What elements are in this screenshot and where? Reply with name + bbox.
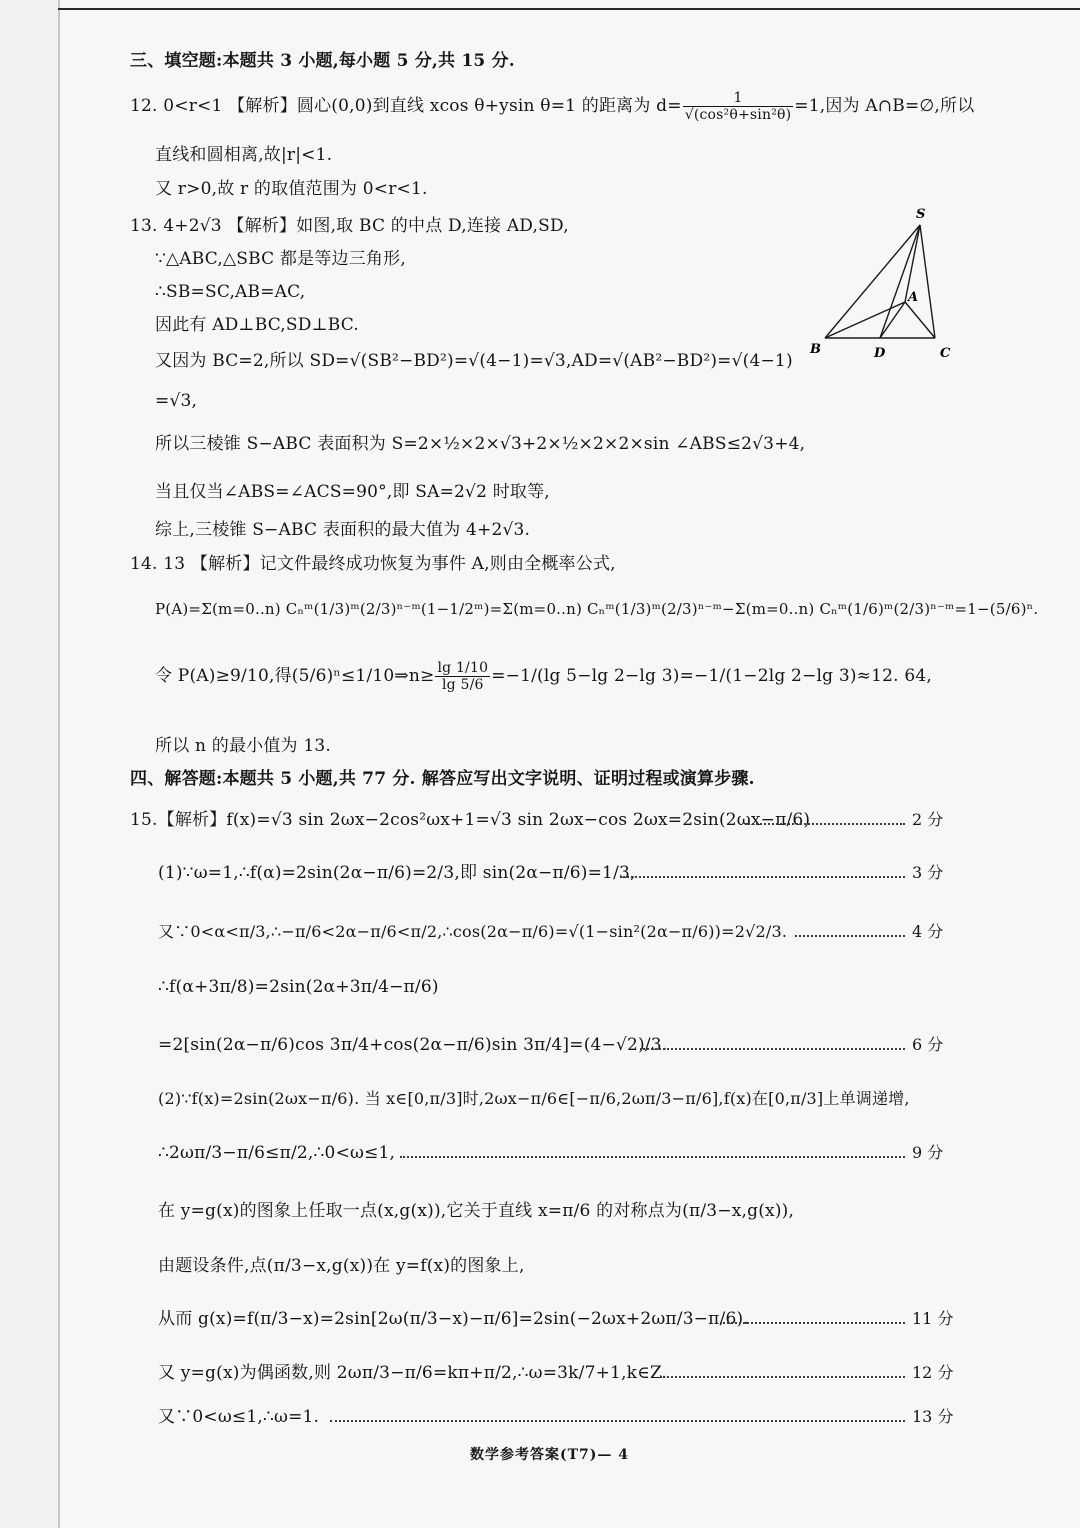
q13-line-9: 综上,三棱锥 S−ABC 表面积的最大值为 4+2√3. bbox=[155, 520, 531, 540]
q13-line-2: ∵△ABC,△SBC 都是等边三角形, bbox=[155, 249, 406, 269]
q15-line-8: 在 y=g(x)的图象上任取一点(x,g(x)),它关于直线 x=π/6 的对称点为(π/3−x,g(x)), bbox=[158, 1201, 795, 1221]
section-4-heading: 四、解答题:本题共 5 小题,共 77 分. 解答应写出文字说明、证明过程或演算步骤. bbox=[130, 769, 755, 789]
q13-line-1: 13. 4+2√3 【解析】如图,取 BC 的中点 D,连接 AD,SD, bbox=[130, 216, 569, 236]
q15-leader-dots-5 bbox=[640, 1048, 905, 1050]
q15-score-2: 3 分 bbox=[912, 863, 944, 882]
q15-score-5: 6 分 bbox=[912, 1035, 944, 1054]
q14-line-3-tail: =−1/(lg 5−lg 2−lg 3)=−1/(1−2lg 2−lg 3)≈12. 64, bbox=[491, 666, 933, 686]
q12-frac-denominator: √(cos²θ+sin²θ) bbox=[684, 107, 792, 123]
q15-score-3: 4 分 bbox=[912, 922, 944, 941]
q15-line-3: 又∵0<α<π/3,∴−π/6<2α−π/6<π/2,∴cos(2α−π/6)=√(1−sin²(2α−π/6))=2√2/3. bbox=[158, 922, 788, 941]
q15-leader-dots-2 bbox=[620, 876, 905, 878]
q15-line-2: (1)∵ω=1,∴f(α)=2sin(2α−π/6)=2/3,即 sin(2α−π/6)=1/3, bbox=[158, 863, 636, 883]
q15-line-5: =2[sin(2α−π/6)cos 3π/4+cos(2α−π/6)sin 3π/4]=(4−√2)/3. bbox=[158, 1035, 668, 1055]
q13-line-5: 又因为 BC=2,所以 SD=√(SB²−BD²)=√(4−1)=√3,AD=√(AB²−BD²)=√(4−1) bbox=[155, 351, 793, 371]
q15-score-10: 11 分 bbox=[912, 1309, 954, 1328]
q15-line-7: ∴2ωπ/3−π/6≤π/2,∴0<ω≤1, bbox=[158, 1143, 396, 1163]
q15-leader-dots-7 bbox=[400, 1156, 905, 1158]
q15-leader-dots-3 bbox=[795, 935, 905, 937]
q14-log-fraction bbox=[435, 660, 490, 693]
q15-line-12: 又∵0<ω≤1,∴ω=1. bbox=[158, 1407, 320, 1427]
q14-line-2: P(A)=Σ(m=0..n) Cₙᵐ(1/3)ᵐ(2/3)ⁿ⁻ᵐ(1−1/2ᵐ)=Σ(m=0..n) Cₙᵐ(1/3)ᵐ(2/3)ⁿ⁻ᵐ−Σ(m=0..n) Cₙᵐ(1/6)ᵐ(2/3)ⁿ⁻ᵐ=1−(5/6)ⁿ. bbox=[155, 600, 1039, 618]
q15-leader-dots-10 bbox=[720, 1322, 905, 1324]
label-D: D bbox=[874, 346, 886, 361]
q15-leader-dots-12 bbox=[330, 1420, 905, 1422]
q15-line-4: ∴f(α+3π/8)=2sin(2α+3π/4−π/6) bbox=[158, 977, 439, 997]
q13-line-3: ∴SB=SC,AB=AC, bbox=[155, 282, 306, 302]
q15-score-11: 12 分 bbox=[912, 1363, 954, 1382]
label-A: A bbox=[908, 290, 919, 305]
q15-score-1: 2 分 bbox=[912, 810, 944, 829]
label-C: C bbox=[940, 346, 951, 361]
edge-SB bbox=[825, 225, 920, 338]
page-top-rule bbox=[58, 8, 1080, 10]
label-S: S bbox=[916, 207, 926, 222]
q15-line-10: 从而 g(x)=f(π/3−x)=2sin[2ω(π/3−x)−π/6]=2sin(−2ωx+2ωπ/3−π/6). bbox=[158, 1309, 749, 1329]
q14-line-1: 14. 13 【解析】记文件最终成功恢复为事件 A,则由全概率公式, bbox=[130, 554, 616, 574]
q15-line-11: 又 y=g(x)为偶函数,则 2ωπ/3−π/6=kπ+π/2,∴ω=3k/7+1,k∈Z. bbox=[158, 1363, 668, 1383]
q14-frac-denominator: lg 5/6 bbox=[442, 677, 484, 693]
q12-line-2: 直线和圆相离,故|r|<1. bbox=[155, 145, 333, 165]
q12-line-1-text: 12. 0<r<1 【解析】圆心(0,0)到直线 xcos θ+ysin θ=1 的距离为 d= bbox=[130, 96, 682, 116]
q13-line-7: 所以三棱锥 S−ABC 表面积为 S=2×½×2×√3+2×½×2×2×sin ∠ABS≤2√3+4, bbox=[155, 434, 806, 454]
q14-frac-numerator: lg 1/10 bbox=[437, 660, 489, 676]
section-3-heading: 三、填空题:本题共 3 小题,每小题 5 分,共 15 分. bbox=[130, 51, 515, 71]
label-B: B bbox=[810, 342, 821, 357]
q14-line-3-text: 令 P(A)≥9/10,得(5/6)ⁿ≤1/10⇒n≥ bbox=[155, 666, 435, 686]
q15-leader-dots-11 bbox=[660, 1376, 905, 1378]
q15-line-6: (2)∵f(x)=2sin(2ωx−π/6). 当 x∈[0,π/3]时,2ωx−π/6∈[−π/6,2ωπ/3−π/6],f(x)在[0,π/3]上单调递增, bbox=[158, 1089, 910, 1108]
q12-frac-numerator: 1 bbox=[683, 90, 794, 107]
q14-line-3 bbox=[155, 660, 932, 693]
q12-line-1-tail: =1,因为 A∩B=∅,所以 bbox=[794, 96, 975, 116]
q15-score-12: 13 分 bbox=[912, 1407, 954, 1426]
q13-line-8: 当且仅当∠ABS=∠ACS=90°,即 SA=2√2 时取等, bbox=[155, 482, 550, 502]
q13-line-6: =√3, bbox=[155, 391, 198, 411]
segment-SD bbox=[880, 225, 920, 338]
q12-line-3: 又 r>0,故 r 的取值范围为 0<r<1. bbox=[155, 179, 428, 199]
page-footer: 数学参考答案(T7)— 4 bbox=[470, 1447, 630, 1463]
q14-line-4: 所以 n 的最小值为 13. bbox=[155, 736, 331, 756]
pyramid-figure bbox=[800, 205, 960, 365]
q15-score-7: 9 分 bbox=[912, 1143, 944, 1162]
q15-line-9: 由题设条件,点(π/3−x,g(x))在 y=f(x)的图象上, bbox=[158, 1256, 525, 1276]
q15-leader-dots-1 bbox=[745, 823, 905, 825]
q12-distance-fraction bbox=[683, 90, 794, 123]
edge-SC bbox=[920, 225, 935, 338]
page-left-edge bbox=[58, 0, 60, 1528]
q15-line-1: 15.【解析】f(x)=√3 sin 2ωx−2cos²ωx+1=√3 sin 2ωx−cos 2ωx=2sin(2ωx−π/6). bbox=[130, 810, 816, 830]
q13-line-4: 因此有 AD⊥BC,SD⊥BC. bbox=[155, 315, 359, 335]
q12-line-1 bbox=[130, 90, 974, 123]
